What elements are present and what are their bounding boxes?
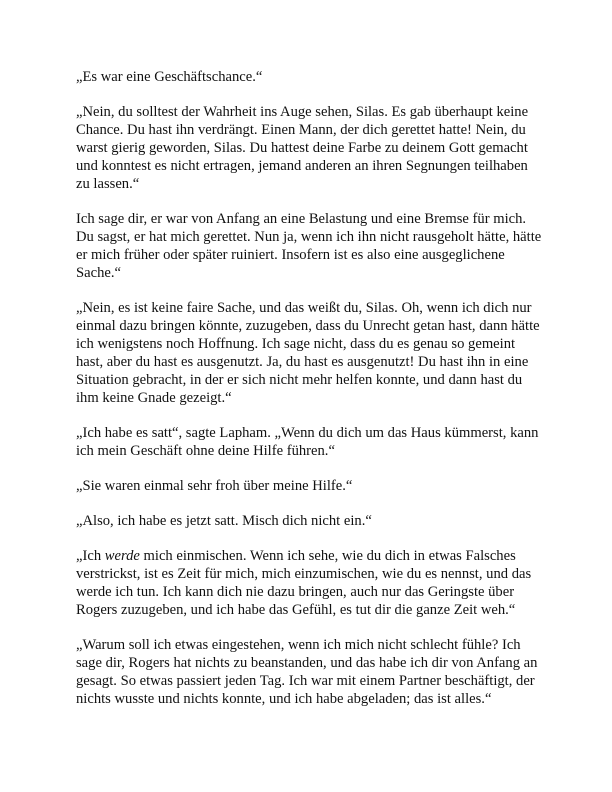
paragraph-4: „Nein, es ist keine faire Sache, und das weißt du, Silas. Oh, wenn ich dich nur einmal dazu bringen könnte, zuzugeben, dass du Unrecht getan hast, dann hätte ich wenigstens noch Hoffnung. Ich sage nicht, dass du es genau so gemeint hast, aber du hast es ausgenutzt. Ja, du hast es ausgenutzt! Du hast ihn in eine Situation gebracht, in der er sich nicht mehr helfen konnte, und dann hast du ihm keine Gnade gezeigt.“ xyxy=(76,300,540,406)
paragraph-2: „Nein, du solltest der Wahrheit ins Auge sehen, Silas. Es gab überhaupt keine Chance. Du hast ihn verdrängt. Einen Mann, der dich gerettet hatte! Nein, du warst gierig geworden, Silas. Du hattest deine Farbe zu deinem Gott gemacht und konntest es nicht ertragen, jemand anderen an ihren Segnungen teilhaben zu lassen.“ xyxy=(76,104,529,192)
paragraph-8-rest: mich einmischen. Wenn ich sehe, wie du dich in etwas Falsches verstrickst, ist es Zeit für mich, mich einzumischen, wie du es nennst, und das werde ich tun. Ich kann dich nie dazu bringen, auch nur das Geringste über Rogers zuzugeben, und ich habe das Gefühl, es tut dir die ganze Zeit weh.“ xyxy=(76,548,532,618)
paragraph-8 xyxy=(76,547,542,619)
document-page xyxy=(76,68,542,725)
paragraph-1: „Es war eine Geschäftschance.“ xyxy=(76,69,263,85)
paragraph-8-start: „Ich xyxy=(76,548,105,564)
paragraph-6: „Sie waren einmal sehr froh über meine Hilfe.“ xyxy=(76,478,353,494)
emphasis-werde: werde xyxy=(104,548,140,564)
paragraph-5: „Ich habe es satt“, sagte Lapham. „Wenn du dich um das Haus kümmerst, kann ich mein Geschäft ohne deine Hilfe führen.“ xyxy=(76,425,539,459)
paragraph-3: Ich sage dir, er war von Anfang an eine Belastung und eine Bremse für mich. Du sagst, er hat mich gerettet. Nun ja, wenn ich ihn nicht rausgeholt hätte, hätte er mich früher oder später ruiniert. Insofern ist es also eine ausgeglichene Sache.“ xyxy=(76,211,542,281)
paragraph-7: „Also, ich habe es jetzt satt. Misch dich nicht ein.“ xyxy=(76,513,372,529)
paragraph-9: „Warum soll ich etwas eingestehen, wenn ich mich nicht schlecht fühle? Ich sage dir, Rogers hat nichts zu beanstanden, und das habe ich dir von Anfang an gesagt. So etwas passiert jeden Tag. Ich war mit einem Partner beschäftigt, der nichts wusste und nichts konnte, und ich habe abgeladen; das ist alles.“ xyxy=(76,637,538,707)
